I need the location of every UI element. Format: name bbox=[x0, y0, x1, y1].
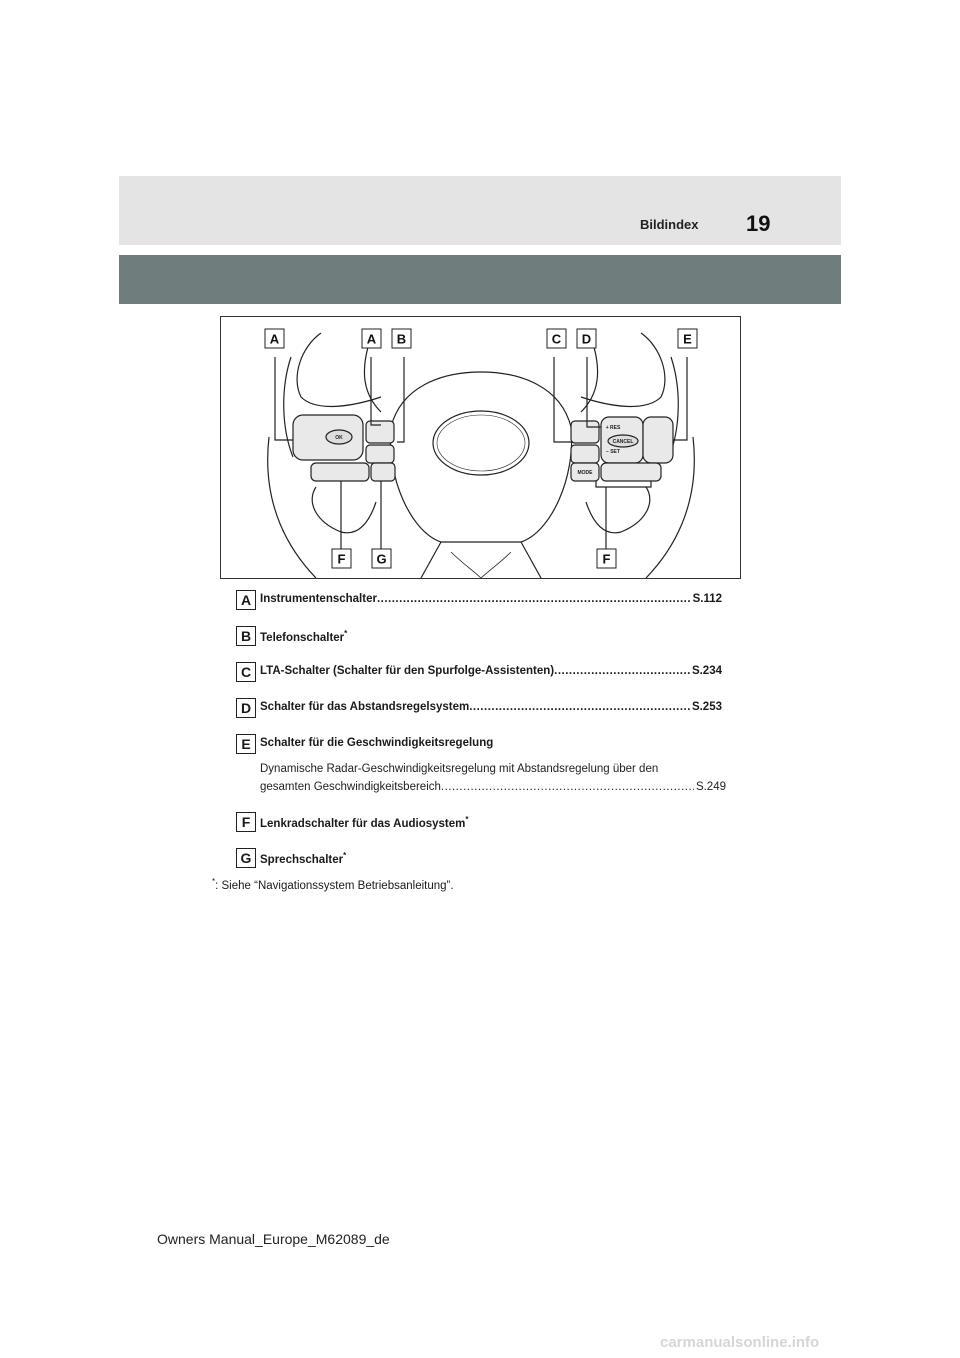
description-line: gesamten Geschwindigkeitsbereich bbox=[260, 781, 441, 793]
callout-G: G bbox=[376, 551, 387, 567]
entry-badge: G bbox=[236, 848, 256, 868]
page-reference-link[interactable]: S.234 bbox=[691, 665, 722, 677]
description-line: Dynamische Radar-Geschwindigkeitsregelung mit Abstandsregelung über den bbox=[260, 763, 659, 775]
callout-F-1: F bbox=[337, 551, 346, 567]
callout-F-2: F bbox=[602, 551, 611, 567]
entry-badge: E bbox=[236, 734, 256, 754]
steering-wheel-figure bbox=[220, 316, 741, 579]
footnote-mark: * bbox=[465, 815, 469, 824]
entry-title: Lenkradschalter für das Audiosystem bbox=[260, 817, 466, 830]
callout-C: C bbox=[551, 331, 562, 347]
footnote bbox=[212, 877, 454, 892]
callout-B: B bbox=[396, 331, 407, 347]
mode-switch-label: MODE bbox=[577, 470, 593, 476]
callout-E: E bbox=[683, 331, 692, 347]
entry-title: Schalter für die Geschwindigkeitsregelung bbox=[260, 737, 494, 749]
footnote-mark: * bbox=[343, 851, 347, 860]
ok-switch-label: OK bbox=[335, 435, 343, 441]
callout-A-2: A bbox=[366, 331, 377, 347]
callout-A-1: A bbox=[269, 331, 280, 347]
emblem-outline bbox=[433, 411, 529, 475]
airbag-hub bbox=[390, 372, 571, 542]
entry-description bbox=[260, 763, 726, 793]
entry-title: Telefonschalter bbox=[260, 631, 345, 644]
cancel-switch-label: CANCEL bbox=[612, 439, 634, 445]
entry-title: Instrumentenschalter bbox=[260, 593, 377, 605]
page-reference-link[interactable]: S.253 bbox=[691, 701, 722, 713]
entry-badge: D bbox=[236, 698, 256, 718]
manual-id: Owners Manual_Europe_M62089_de bbox=[157, 1231, 390, 1247]
right-switch-pad bbox=[643, 417, 673, 463]
entry-badge: F bbox=[236, 812, 256, 832]
res-switch-label: + RES bbox=[605, 425, 621, 431]
footnote-mark: * bbox=[344, 629, 348, 638]
page-number: 19 bbox=[746, 211, 771, 236]
entry-badge: B bbox=[236, 626, 256, 646]
header-band bbox=[119, 176, 841, 245]
footnote-asterisk: * bbox=[212, 877, 216, 886]
set-switch-label: – SET bbox=[606, 449, 620, 455]
steering-wheel-illustration bbox=[221, 317, 740, 578]
entry-title: Schalter für das Abstandsregelsystem bbox=[260, 701, 470, 713]
title-bar bbox=[119, 255, 841, 304]
entry-title: LTA-Schalter (Schalter für den Spurfolge-Assistenten) bbox=[260, 665, 555, 677]
entry-badge: A bbox=[236, 590, 256, 610]
page-reference-link[interactable]: S.249 bbox=[695, 781, 726, 793]
footnote-text: : Siehe “Navigationssystem Betriebsanleitung”. bbox=[215, 879, 454, 892]
page-reference-link[interactable]: S.112 bbox=[692, 593, 722, 605]
watermark: carmanualsonline.info bbox=[660, 1334, 820, 1351]
entry-badge: C bbox=[236, 662, 256, 682]
entry-title: Sprechschalter bbox=[260, 853, 344, 866]
section-title: Bildindex bbox=[640, 217, 699, 232]
callout-D: D bbox=[581, 331, 592, 347]
